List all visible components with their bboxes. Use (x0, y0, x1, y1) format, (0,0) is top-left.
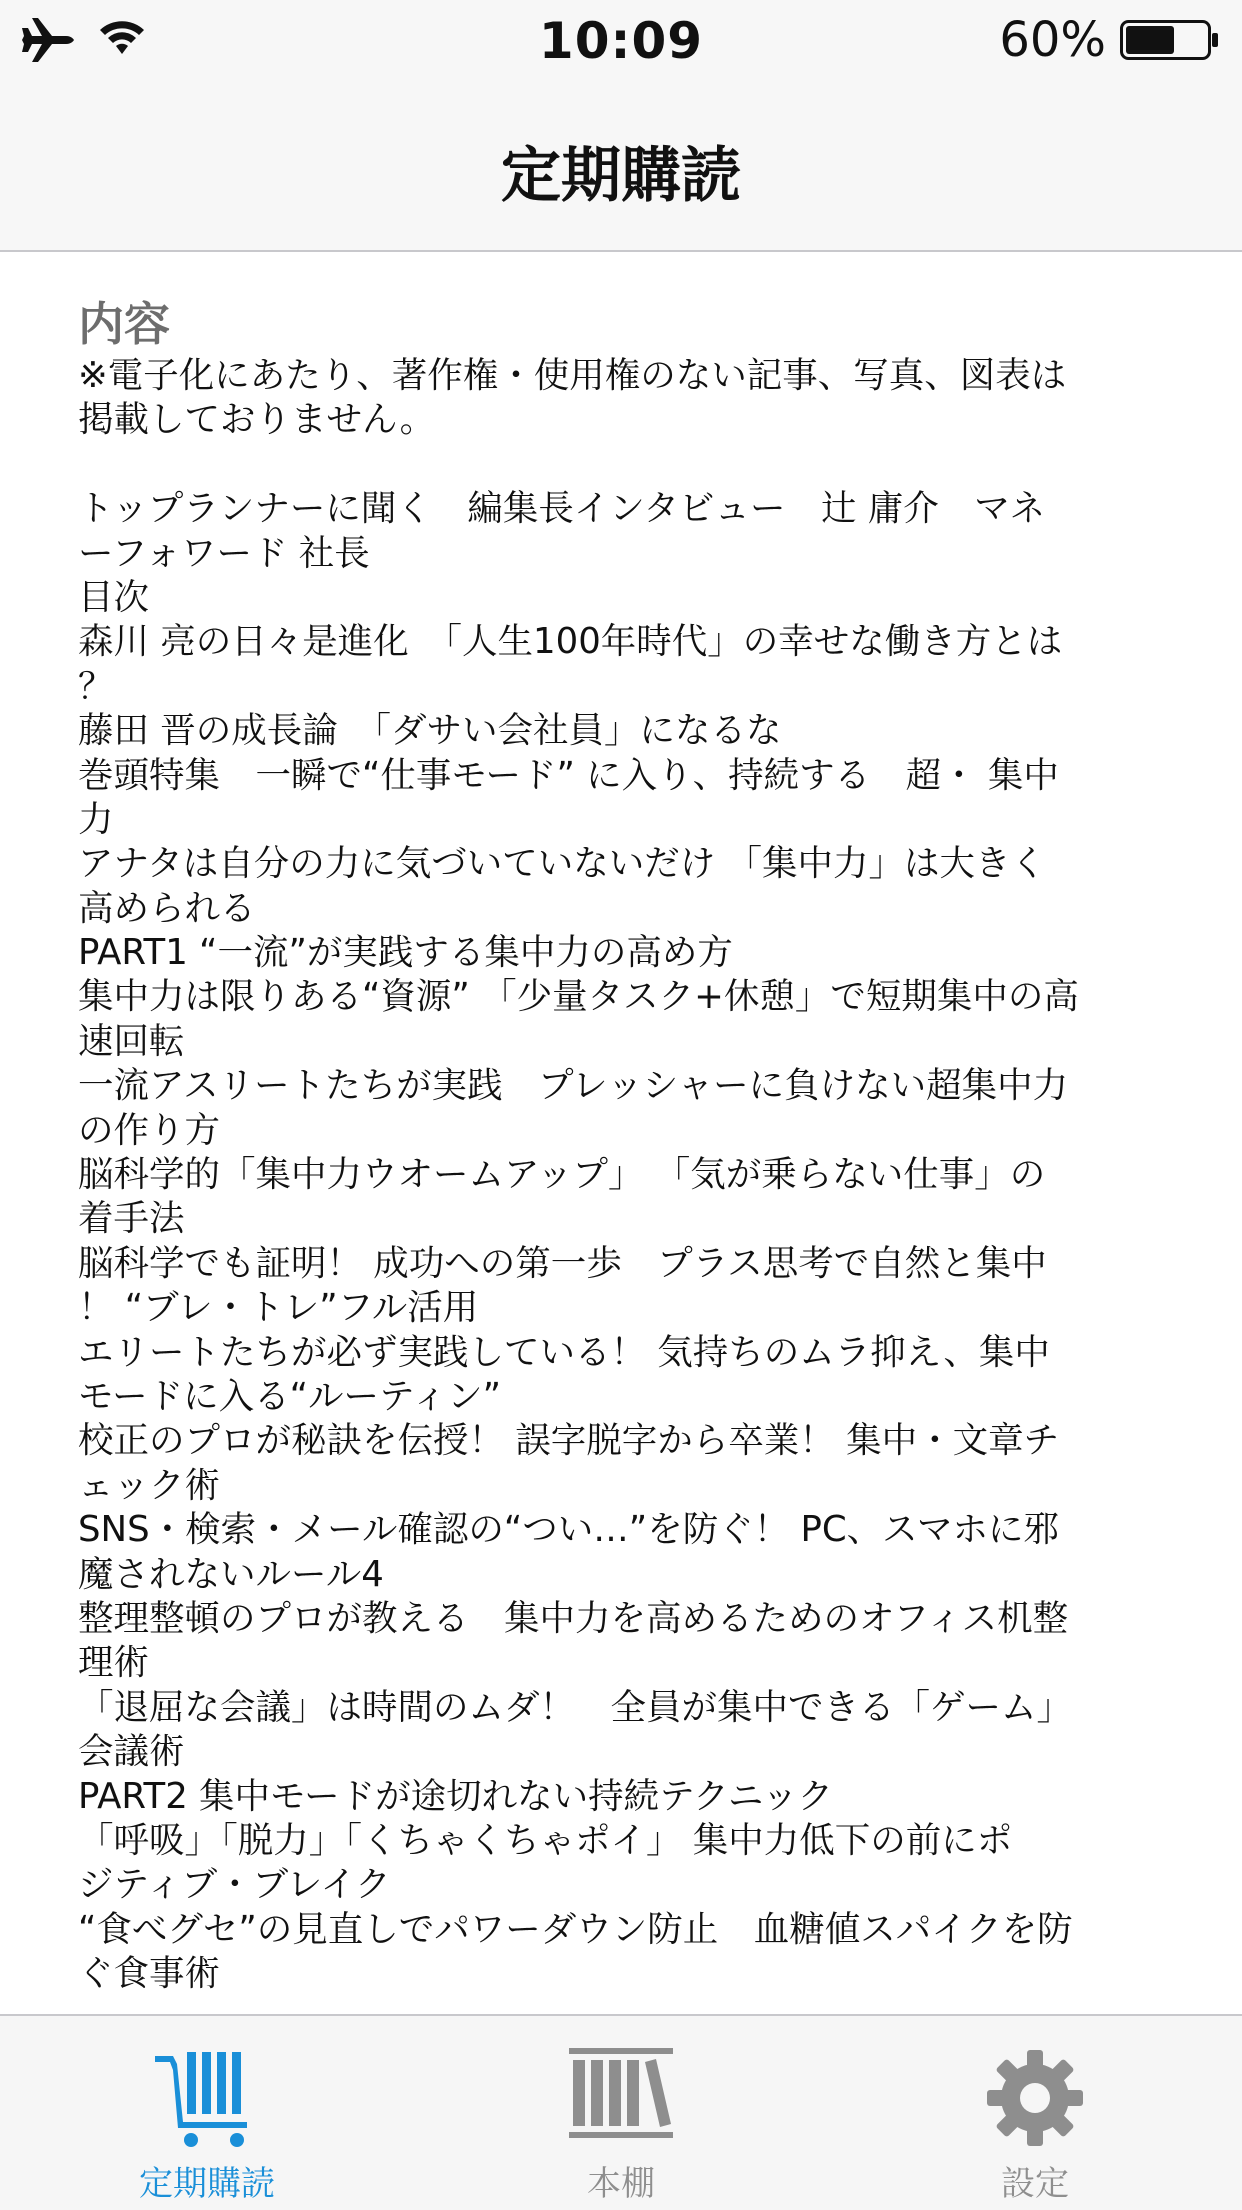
tab-bar (0, 2014, 1242, 2210)
content-line: 目次 (78, 576, 150, 618)
content-line (78, 443, 1178, 487)
content-line: SNS・検索・メール確認の“つい…”を防ぐ！ PC、スマホに邪 (78, 1509, 1059, 1551)
battery-percent: 60% (999, 12, 1106, 68)
content-line: ？ (78, 665, 114, 707)
content-line: ーフォワード 社長 (78, 532, 370, 574)
content-line: 高められる (78, 887, 256, 929)
content-line: モードに入る“ルーティン” (78, 1375, 502, 1417)
content-line: の作り方 (78, 1109, 221, 1151)
content-line: 一流アスリートたちが実践 プレッシャーに負けない超集中力 (78, 1065, 1069, 1107)
content-line: トップランナーに聞く 編集長インタビュー 辻 庸介 マネ (78, 488, 1046, 530)
description-text (78, 354, 1178, 1996)
content-line: アナタは自分の力に気づいていないだけ 「集中力」は大きく (78, 843, 1047, 885)
content-line: エリートたちが必ず実践している！ 気持ちのムラ抑え、集中 (78, 1331, 1050, 1373)
content-line: 速回転 (78, 1020, 185, 1062)
tab-bookshelf[interactable] (414, 2016, 828, 2210)
navigation-bar (0, 82, 1242, 252)
tab-settings[interactable] (828, 2016, 1242, 2210)
content-line: ※電子化にあたり、著作権・使用権のない記事、写真、図表は (78, 355, 1067, 396)
content-line: 整理整頓のプロが教える 集中力を高めるためのオフィス机整 (78, 1597, 1069, 1639)
content-line: ぐ食事術 (78, 1953, 221, 1995)
content-line: 力 (78, 798, 114, 840)
content-line: 校正のプロが秘訣を伝授！ 誤字脱字から卒業！ 集中・文章チ (78, 1420, 1060, 1462)
content-line: “食べグセ”の見直しでパワーダウン防止 血糖値スパイクを防 (78, 1908, 1073, 1950)
content-line: 魔されないルール4 (78, 1553, 384, 1595)
content-line: 脳科学でも証明！ 成功への第一歩 プラス思考で自然と集中 (78, 1242, 1047, 1284)
content-line: 「呼吸」「脱力」「くちゃくちゃポイ」 集中力低下の前にポ (78, 1819, 1013, 1861)
tab-label: 定期購読 (139, 2164, 275, 2204)
content-line: 森川 亮の日々是進化 「人生100年時代」の幸せな働き方とは (78, 621, 1063, 663)
cart-icon (151, 2046, 263, 2150)
bookshelf-icon (565, 2046, 677, 2150)
content-line: PART2 集中モードが途切れない持続テクニック (78, 1775, 834, 1817)
content-line: PART1 “一流”が実践する集中力の高め方 (78, 932, 733, 974)
status-bar (0, 0, 1242, 82)
status-time: 10:09 (538, 12, 704, 70)
content-line: 脳科学的「集中力ウオームアップ」 「気が乗らない仕事」の (78, 1154, 1046, 1196)
content-line: 会議術 (78, 1731, 185, 1773)
battery-icon (1120, 20, 1220, 60)
content-line: 理術 (78, 1642, 150, 1684)
content-line: ェック術 (78, 1464, 221, 1506)
gear-icon (979, 2046, 1091, 2150)
content-line: ！ “ブレ・トレ”フル活用 (78, 1287, 479, 1329)
content-line: 集中力は限りある“資源” 「少量タスク+休憩」で短期集中の高 (78, 976, 1079, 1018)
content-line: 藤田 晋の成長論 「ダサい会社員」になるな (78, 710, 782, 752)
tab-label: 本棚 (587, 2164, 655, 2204)
content-line: 「退屈な会議」は時間のムダ！ 全員が集中できる「ゲーム」 (78, 1686, 1073, 1728)
content-line: 掲載しておりません。 (78, 399, 436, 441)
content-scroll-area[interactable] (0, 252, 1242, 2014)
tab-subscription[interactable] (0, 2016, 414, 2210)
page-title: 定期購読 (501, 141, 741, 211)
content-line: 巻頭特集 一瞬で“仕事モード” に入り、持続する 超・ 集中 (78, 754, 1059, 796)
content-line: ジティブ・ブレイク (78, 1864, 391, 1906)
section-heading: 内容 (78, 297, 170, 351)
content-line: 着手法 (78, 1198, 185, 1240)
battery-level-fill (1126, 26, 1174, 54)
tab-label: 設定 (1001, 2164, 1069, 2204)
